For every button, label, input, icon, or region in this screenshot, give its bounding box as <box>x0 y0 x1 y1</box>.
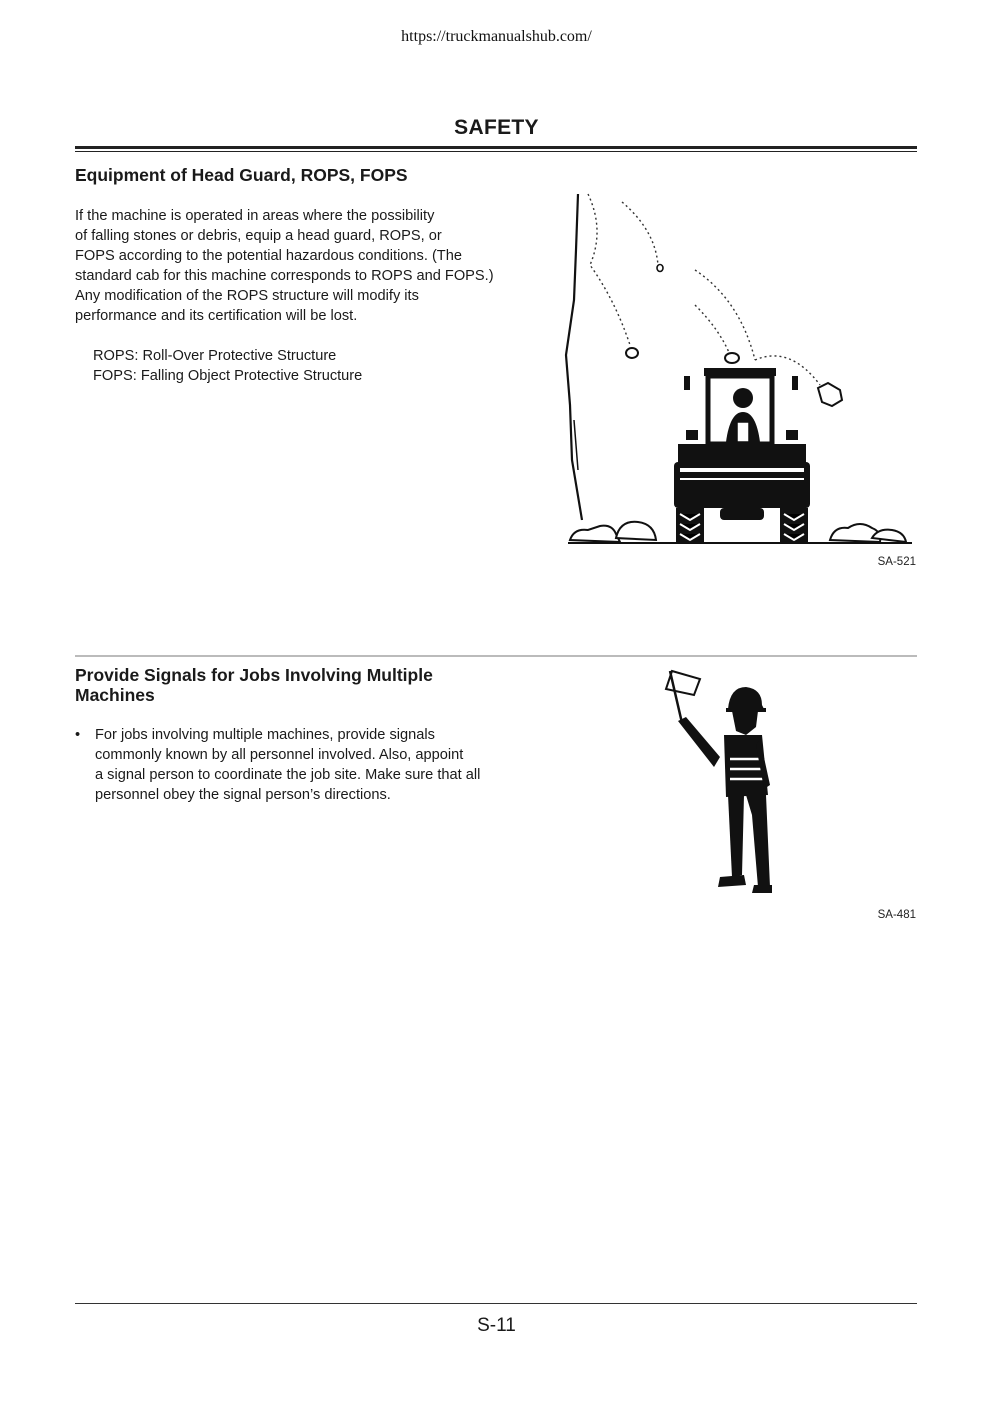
footer-rule <box>75 1303 917 1304</box>
definition-list <box>93 346 362 386</box>
page-title: SAFETY <box>454 116 539 139</box>
body-line: performance and its certification will be lost. <box>75 308 358 324</box>
bullet-line: personnel obey the signal person’s directions. <box>95 787 391 803</box>
bullet-line: commonly known by all personnel involved. Also, appoint <box>95 747 464 763</box>
bullet-line: For jobs involving multiple machines, provide signals <box>95 727 435 743</box>
page-number: S-11 <box>477 1315 516 1336</box>
body-line: Any modification of the ROPS structure will modify its <box>75 288 419 304</box>
source-url: https://truckmanualshub.com/ <box>401 28 592 45</box>
title-rule <box>75 146 917 149</box>
definition-fops: FOPS: Falling Object Protective Structure <box>93 368 363 384</box>
bullet-item <box>95 725 515 805</box>
bullet-list <box>75 725 515 805</box>
section-body-rops-fops <box>75 206 520 326</box>
body-line: standard cab for this machine corresponds to ROPS and FOPS.) <box>75 268 494 284</box>
signal-person-illustration <box>660 665 780 900</box>
body-line: of falling stones or debris, equip a head guard, ROPS, or <box>75 228 442 244</box>
title-rule-thin <box>75 151 917 152</box>
bullet-line: a signal person to coordinate the job site. Make sure that all <box>95 767 481 783</box>
definition-rops: ROPS: Roll-Over Protective Structure <box>93 348 337 364</box>
body-line: If the machine is operated in areas where the possibility <box>75 208 435 224</box>
section-heading-rops-fops: Equipment of Head Guard, ROPS, FOPS <box>75 165 408 185</box>
bullet-marker: • <box>75 727 81 743</box>
figure-label-sa-521: SA-521 <box>877 556 916 568</box>
section-divider <box>75 655 917 657</box>
figure-label-sa-481: SA-481 <box>877 909 916 921</box>
falling-rocks-loader-illustration <box>560 190 920 550</box>
section-heading-signals: Provide Signals for Jobs Involving Multiple Machines <box>75 665 433 705</box>
body-line: FOPS according to the potential hazardous conditions. (The <box>75 248 462 264</box>
